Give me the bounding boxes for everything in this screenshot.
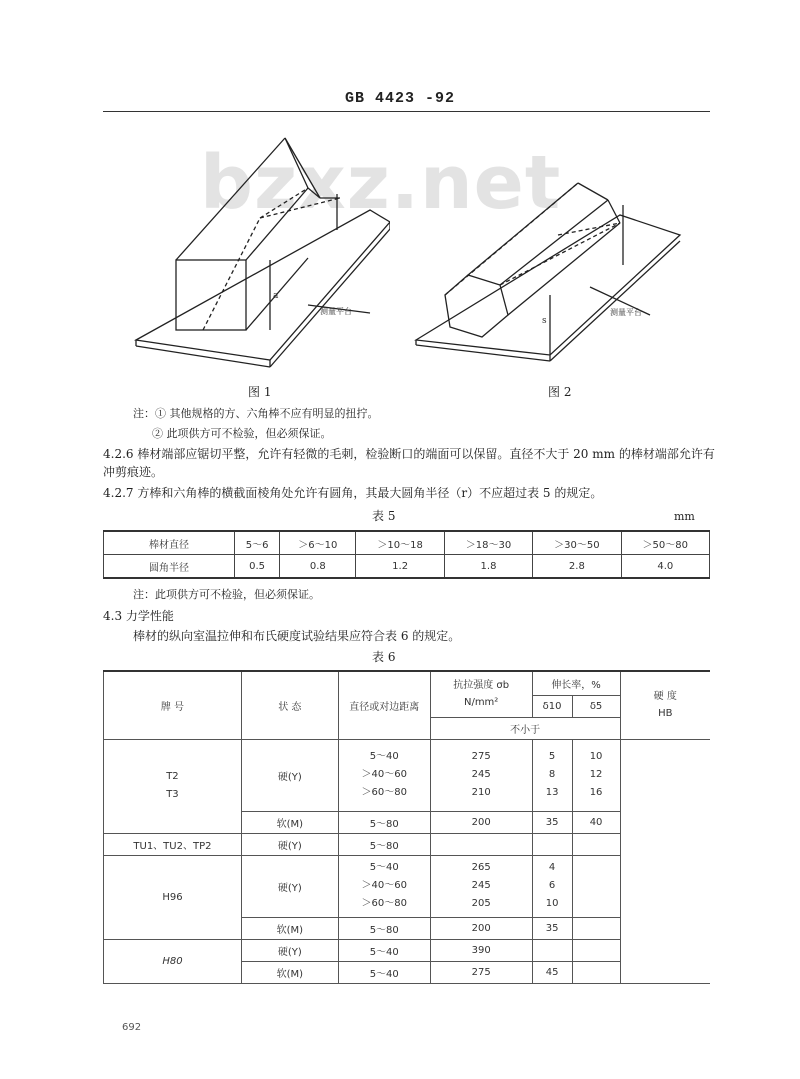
tensile-cell: 390 (430, 939, 532, 961)
watermark: bzxz.net (200, 140, 562, 226)
d5-cell: 10 12 16 (572, 739, 620, 811)
size-cell: 5～80 (338, 811, 430, 833)
table-row (104, 555, 710, 579)
table-cell: ＞10～18 (356, 531, 444, 555)
state-cell: 硬(Y) (241, 833, 338, 855)
state-cell: 软(M) (241, 917, 338, 939)
d5-cell (572, 833, 620, 855)
table-cell: ＞6～10 (280, 531, 356, 555)
hardness-unit: HB (658, 708, 673, 720)
size-cell: 5～80 (338, 833, 430, 855)
d10-cell (532, 939, 572, 961)
table-cell: ＞18～30 (444, 531, 532, 555)
size-cell: 5～40 ＞40～60 ＞60～80 (338, 855, 430, 917)
col-header-d10: δ10 (532, 695, 572, 717)
table-cell: ＞50～80 (621, 531, 709, 555)
state-cell: 硬(Y) (241, 739, 338, 811)
hardness-label: 硬 度 (653, 691, 677, 703)
table-5-title: 表 5 (372, 509, 396, 523)
header-rule (103, 111, 710, 112)
tensile-cell: 275 245 210 (430, 739, 532, 811)
table-row (104, 855, 711, 917)
tensile-unit: N/mm² (463, 697, 499, 709)
table-row (104, 833, 711, 855)
tensile-cell: 200 (430, 811, 532, 833)
table-cell: 4.0 (621, 555, 709, 579)
d5-cell: 40 (572, 811, 620, 833)
col-header-elongation: 伸长率，% (532, 671, 620, 695)
table-5-note: 注：此项供方可不检验，但必须保证。 (133, 588, 320, 601)
table-cell: 1.8 (444, 555, 532, 579)
section-4-2-6: 4.2.6 棒材端部应锯切平整，允许有轻微的毛刺，检验断口的端面可以保留。直径不大于 20 mm 的棒材端部允许有冲剪痕迹。 (103, 447, 715, 479)
grade-cell: T2 T3 (104, 739, 242, 833)
col-header-tensile (430, 671, 532, 717)
col-header-grade: 牌 号 (104, 671, 242, 739)
table-cell: 1.2 (356, 555, 444, 579)
state-cell: 软(M) (241, 811, 338, 833)
section-4-3-title: 4.3 力学性能 (103, 609, 174, 623)
tensile-label: 抗拉强度 σb (453, 680, 510, 692)
col-header-min: 不小于 (430, 717, 620, 739)
table-6 (103, 670, 710, 984)
table-row (104, 939, 711, 961)
page-number: 692 (122, 1022, 142, 1033)
d5-cell (572, 939, 620, 961)
table-5 (103, 530, 710, 579)
fig1-platform-label: 测量平台 (320, 307, 352, 316)
col-header-hardness (620, 671, 710, 739)
grade-cell: TU1、TU2、TP2 (104, 833, 242, 855)
col-header-d5: δ5 (572, 695, 620, 717)
state-cell: 硬(Y) (241, 855, 338, 917)
table-cell: ＞30～50 (533, 531, 621, 555)
table-cell: 5～6 (235, 531, 280, 555)
state-cell: 软(M) (241, 961, 338, 983)
table-cell: 0.5 (235, 555, 280, 579)
table-cell: 2.8 (533, 555, 621, 579)
standard-header: GB 4423 -92 (344, 90, 456, 107)
d10-cell: 4 6 10 (532, 855, 572, 917)
hardness-cell (620, 739, 710, 983)
measure-platform-1 (136, 210, 390, 360)
table-6-title: 表 6 (372, 650, 396, 664)
figure-1-caption: 图 1 (248, 385, 272, 399)
table-5-row-label: 圆角半径 (104, 555, 235, 579)
table-row (104, 671, 711, 695)
tensile-cell: 265 245 205 (430, 855, 532, 917)
figure-note-1: 注：① 其他规格的方、六角棒不应有明显的扭拧。 (133, 407, 379, 420)
section-4-2-7: 4.2.7 方棒和六角棒的横截面棱角处允许有圆角，其最大圆角半径（r）不应超过表 5 的规定。 (103, 486, 603, 500)
d5-cell (572, 917, 620, 939)
figure-1-square-bar (130, 130, 390, 370)
d10-cell: 45 (532, 961, 572, 983)
size-cell: 5～80 (338, 917, 430, 939)
table-5-row-label: 棒材直径 (104, 531, 235, 555)
figure-2-caption: 图 2 (548, 385, 572, 399)
grade-cell: H80 (104, 939, 242, 983)
tensile-cell: 200 (430, 917, 532, 939)
fig2-platform-label: 测量平台 (610, 308, 642, 317)
fig2-dim-label: s (542, 316, 547, 326)
table-row (104, 739, 711, 811)
size-cell: 5～40 ＞40～60 ＞60～80 (338, 739, 430, 811)
bar-end-face (176, 260, 246, 330)
d10-cell: 35 (532, 811, 572, 833)
d5-cell (572, 855, 620, 917)
grade-cell: H96 (104, 855, 242, 939)
figure-2-hex-bar (410, 175, 690, 365)
fig1-dim-label: a (273, 291, 279, 301)
d10-cell: 35 (532, 917, 572, 939)
table-cell: 0.8 (280, 555, 356, 579)
state-cell: 硬(Y) (241, 939, 338, 961)
d10-cell (532, 833, 572, 855)
section-4-3-body: 棒材的纵向室温拉伸和布氏硬度试验结果应符合表 6 的规定。 (133, 629, 461, 643)
table-5-unit: mm (674, 510, 695, 523)
size-cell: 5～40 (338, 961, 430, 983)
d10-cell: 5 8 13 (532, 739, 572, 811)
d5-cell (572, 961, 620, 983)
figure-note-2: ② 此项供方可不检验，但必须保证。 (152, 427, 332, 440)
col-header-state: 状 态 (241, 671, 338, 739)
table-row (104, 531, 710, 555)
hex-end-face (445, 275, 508, 337)
col-header-size: 直径或对边距离 (338, 671, 430, 739)
tensile-cell (430, 833, 532, 855)
size-cell: 5～40 (338, 939, 430, 961)
tensile-cell: 275 (430, 961, 532, 983)
